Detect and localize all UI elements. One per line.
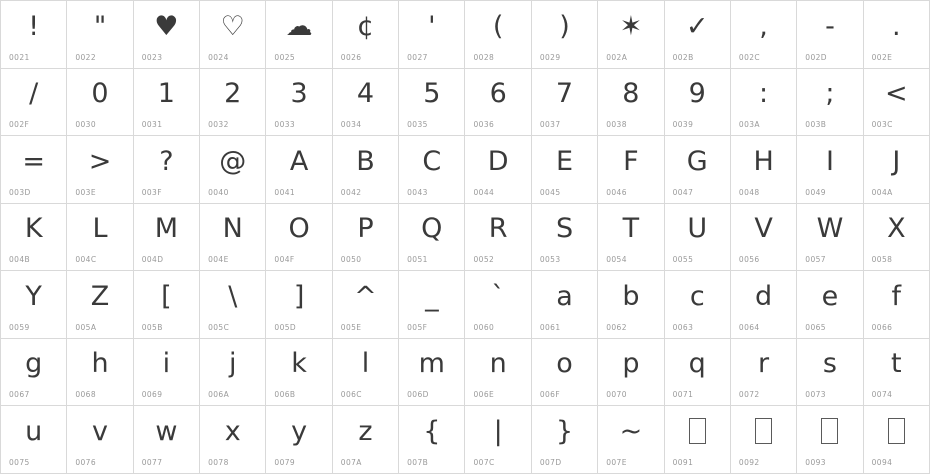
glyph-codepoint: 0066 [871, 322, 893, 332]
glyph-cell[interactable] [598, 339, 664, 407]
glyph-character: w [155, 415, 178, 447]
glyph-codepoint: 003B [805, 120, 827, 129]
glyph-codepoint: 002C [738, 52, 761, 62]
glyph-cell[interactable] [864, 69, 930, 137]
glyph-character: ; [825, 78, 835, 109]
glyph-codepoint: 0094 [871, 457, 893, 467]
glyph-character: S [555, 213, 574, 244]
glyph-cell[interactable] [67, 204, 133, 272]
glyph-cell[interactable] [797, 204, 863, 272]
glyph-character: k [291, 348, 307, 379]
glyph-character: { [423, 415, 441, 447]
glyph-codepoint: 005A [75, 322, 97, 332]
glyph-cell[interactable] [532, 204, 598, 272]
glyph-codepoint: 0060 [473, 322, 495, 332]
glyph-cell[interactable] [465, 204, 531, 272]
glyph-character: M [154, 213, 179, 244]
glyph-cell[interactable] [134, 69, 200, 137]
glyph-character: K [24, 213, 43, 244]
glyph-cell[interactable] [731, 69, 797, 137]
glyph-codepoint: 0053 [539, 255, 561, 264]
glyph-codepoint: 005B [141, 322, 163, 332]
glyph-codepoint: 007A [340, 457, 362, 467]
glyph-codepoint: 0038 [606, 120, 627, 129]
glyph-codepoint: 005D [274, 322, 297, 332]
glyph-character: 9 [688, 78, 706, 109]
glyph-codepoint: 0062 [606, 322, 627, 332]
glyph-character: f [891, 280, 902, 312]
glyph-cell[interactable] [797, 1, 863, 69]
glyph-cell[interactable] [266, 339, 332, 407]
glyph-character: P [357, 213, 374, 244]
glyph-codepoint: 0070 [606, 390, 627, 399]
glyph-character: Y [25, 280, 42, 312]
glyph-character [864, 410, 929, 452]
glyph-cell[interactable] [864, 339, 930, 407]
glyph-codepoint: 0073 [805, 390, 826, 399]
glyph-cell[interactable] [333, 204, 399, 272]
glyph-codepoint: 0036 [473, 120, 495, 129]
glyph-cell[interactable] [333, 69, 399, 137]
glyph-cell[interactable] [200, 1, 266, 69]
glyph-character: ^ [354, 280, 377, 312]
glyph-codepoint: 0052 [473, 255, 495, 264]
glyph-cell[interactable] [465, 1, 531, 69]
glyph-character: Z [90, 280, 110, 312]
glyph-codepoint: 0041 [274, 187, 296, 197]
glyph-codepoint: 0043 [407, 187, 428, 197]
glyph-character: z [358, 415, 373, 447]
glyph-character: m [418, 348, 445, 379]
glyph-cell[interactable] [532, 136, 598, 204]
glyph-character: 0 [91, 78, 109, 109]
glyph-character: / [29, 78, 39, 109]
glyph-character: E [555, 145, 574, 177]
glyph-cell[interactable] [731, 339, 797, 407]
glyph-character: 4 [356, 78, 375, 109]
glyph-character: e [821, 280, 839, 312]
glyph-cell[interactable] [532, 339, 598, 407]
glyph-cell[interactable] [67, 69, 133, 137]
glyph-codepoint: 006B [274, 390, 296, 399]
glyph-character: U [687, 213, 708, 244]
glyph-character: C [422, 145, 442, 177]
glyph-character: l [361, 348, 370, 379]
glyph-character: ! [28, 10, 40, 42]
glyph-codepoint: 0056 [738, 255, 760, 264]
glyph-cell[interactable] [134, 339, 200, 407]
glyph-cell[interactable] [465, 339, 531, 407]
glyph-character: a [556, 280, 573, 312]
glyph-codepoint: 0049 [805, 187, 826, 197]
glyph-cell[interactable] [1, 271, 67, 339]
glyph-cell[interactable] [665, 136, 731, 204]
glyph-character: - [825, 10, 835, 42]
glyph-character: 5 [423, 78, 441, 109]
glyph-codepoint: 0031 [141, 120, 163, 129]
glyph-codepoint: 0054 [606, 255, 627, 264]
glyph-character: . [892, 10, 901, 42]
glyph-cell[interactable] [532, 69, 598, 137]
notdef-box-icon [755, 418, 772, 444]
glyph-character: D [487, 145, 509, 177]
glyph-codepoint: 0025 [274, 52, 296, 62]
glyph-cell[interactable] [134, 1, 200, 69]
glyph-character: G [686, 145, 708, 177]
glyph-codepoint: 0069 [141, 390, 163, 399]
glyph-codepoint: 0030 [75, 120, 97, 129]
glyph-codepoint: 003D [9, 187, 31, 197]
notdef-box-icon [821, 418, 838, 444]
glyph-codepoint: 0064 [738, 322, 760, 332]
glyph-codepoint: 0039 [672, 120, 694, 129]
glyph-cell[interactable] [399, 1, 465, 69]
glyph-character: ( [492, 10, 504, 42]
glyph-character: R [488, 213, 508, 244]
glyph-character: v [92, 415, 109, 447]
glyph-character: N [222, 213, 243, 244]
glyph-character: } [555, 415, 574, 447]
glyph-cell[interactable] [598, 1, 664, 69]
glyph-cell[interactable] [465, 69, 531, 137]
glyph-character: [ [161, 280, 172, 312]
glyph-codepoint: 003E [75, 187, 96, 197]
glyph-codepoint: 007D [539, 457, 562, 467]
glyph-codepoint: 0042 [340, 187, 362, 197]
glyph-character [665, 410, 730, 452]
glyph-codepoint: 0078 [208, 457, 229, 467]
glyph-cell[interactable] [532, 1, 598, 69]
glyph-cell[interactable] [266, 271, 332, 339]
glyph-codepoint: 0063 [672, 322, 694, 332]
glyph-codepoint: 0057 [805, 255, 826, 264]
glyph-codepoint: 006F [539, 390, 561, 399]
glyph-cell[interactable] [333, 136, 399, 204]
glyph-cell[interactable] [797, 339, 863, 407]
glyph-codepoint: 0046 [606, 187, 627, 197]
glyph-cell[interactable] [134, 271, 200, 339]
glyph-cell[interactable] [665, 271, 731, 339]
glyph-character: x [224, 415, 241, 447]
glyph-cell[interactable] [67, 1, 133, 69]
glyph-codepoint: 0023 [141, 52, 163, 62]
glyph-cell[interactable] [465, 136, 531, 204]
glyph-codepoint: 0065 [805, 322, 826, 332]
glyph-cell[interactable] [864, 271, 930, 339]
glyph-cell[interactable] [134, 204, 200, 272]
glyph-cell[interactable] [797, 136, 863, 204]
glyph-codepoint: 0037 [539, 120, 561, 129]
glyph-character: i [162, 348, 171, 379]
glyph-codepoint: 004C [75, 255, 97, 264]
glyph-character: n [489, 348, 507, 379]
glyph-codepoint: 0029 [539, 52, 561, 62]
glyph-cell[interactable] [333, 406, 399, 474]
glyph-character: d [755, 280, 773, 312]
glyph-character: @ [219, 145, 247, 177]
glyph-cell[interactable] [1, 1, 67, 69]
glyph-character: \ [228, 280, 238, 312]
glyph-codepoint: 0068 [75, 390, 97, 399]
glyph-cell[interactable] [598, 136, 664, 204]
glyph-character: ? [159, 145, 174, 177]
glyph-cell[interactable] [266, 1, 332, 69]
glyph-codepoint: 0077 [141, 457, 163, 467]
glyph-codepoint: 0034 [340, 120, 362, 129]
glyph-character: q [688, 348, 706, 379]
glyph-character: u [25, 415, 43, 447]
glyph-cell[interactable] [598, 271, 664, 339]
glyph-cell[interactable] [731, 136, 797, 204]
glyph-codepoint: 005F [407, 322, 428, 332]
glyph-codepoint: 0026 [340, 52, 362, 62]
glyph-cell[interactable] [67, 136, 133, 204]
glyph-character: r [758, 348, 770, 379]
glyph-cell[interactable] [67, 339, 133, 407]
glyph-character: 2 [224, 78, 242, 109]
glyph-codepoint: 0071 [672, 390, 694, 399]
glyph-codepoint: 004A [871, 187, 893, 197]
glyph-character: : [759, 78, 769, 109]
glyph-character: I [825, 145, 834, 177]
glyph-cell[interactable] [333, 271, 399, 339]
glyph-character: > [88, 145, 112, 177]
glyph-codepoint: 0033 [274, 120, 296, 129]
glyph-codepoint: 0028 [473, 52, 495, 62]
glyph-cell[interactable] [333, 339, 399, 407]
glyph-character: ✶ [619, 10, 643, 42]
glyph-character: s [822, 348, 837, 379]
glyph-codepoint: 0075 [9, 457, 30, 467]
glyph-codepoint: 002B [672, 52, 694, 62]
glyph-cell[interactable] [731, 204, 797, 272]
glyph-codepoint: 002F [9, 120, 30, 129]
glyph-character: ] [293, 280, 305, 312]
glyph-codepoint: 003F [141, 187, 162, 197]
glyph-cell[interactable] [465, 271, 531, 339]
glyph-character: , [759, 10, 768, 42]
glyph-cell[interactable] [67, 271, 133, 339]
glyph-cell[interactable] [399, 406, 465, 474]
glyph-cell[interactable] [134, 406, 200, 474]
glyph-character: Q [421, 213, 443, 244]
glyph-codepoint: 0021 [9, 52, 30, 62]
glyph-cell[interactable] [399, 204, 465, 272]
glyph-character: A [289, 145, 309, 177]
glyph-cell[interactable] [1, 406, 67, 474]
notdef-box-icon [689, 418, 706, 444]
glyph-character: c [689, 280, 705, 312]
glyph-character: < [885, 78, 908, 109]
glyph-codepoint: 0024 [208, 52, 229, 62]
glyph-codepoint: 0076 [75, 457, 97, 467]
glyph-character: ~ [619, 415, 643, 447]
glyph-character: X [887, 213, 906, 244]
glyph-cell[interactable] [67, 406, 133, 474]
glyph-cell[interactable] [134, 136, 200, 204]
glyph-codepoint: 0027 [407, 52, 428, 62]
glyph-character: J [892, 145, 901, 177]
glyph-cell[interactable] [333, 1, 399, 69]
glyph-character: ' [428, 10, 436, 42]
glyph-cell[interactable] [465, 406, 531, 474]
glyph-character: F [623, 145, 639, 177]
glyph-cell[interactable] [864, 204, 930, 272]
glyph-cell[interactable] [1, 136, 67, 204]
glyph-codepoint: 0059 [9, 322, 30, 332]
glyph-character: ` [491, 280, 505, 312]
glyph-cell[interactable] [399, 339, 465, 407]
glyph-cell[interactable] [399, 271, 465, 339]
glyph-character: | [493, 415, 503, 447]
glyph-cell[interactable] [731, 271, 797, 339]
glyph-codepoint: 006C [340, 390, 362, 399]
glyph-cell[interactable] [864, 406, 930, 474]
glyph-cell[interactable] [797, 271, 863, 339]
glyph-character: B [356, 145, 375, 177]
glyph-codepoint: 0035 [407, 120, 428, 129]
glyph-codepoint: 006E [473, 390, 495, 399]
glyph-character: 3 [290, 78, 308, 109]
glyph-codepoint: 0022 [75, 52, 97, 62]
glyph-cell[interactable] [200, 69, 266, 137]
glyph-codepoint: 002D [805, 52, 827, 62]
glyph-codepoint: 0044 [473, 187, 495, 197]
glyph-cell[interactable] [399, 69, 465, 137]
glyph-cell[interactable] [598, 406, 664, 474]
glyph-cell[interactable] [731, 1, 797, 69]
glyph-cell[interactable] [200, 271, 266, 339]
glyph-character [731, 410, 796, 452]
glyph-character: = [22, 145, 45, 177]
glyph-cell[interactable] [731, 406, 797, 474]
glyph-character: 6 [489, 78, 507, 109]
glyph-codepoint: 0067 [9, 390, 30, 399]
glyph-character: 1 [157, 78, 175, 109]
glyph-cell[interactable] [1, 204, 67, 272]
glyph-character: ¢ [356, 10, 375, 42]
glyph-cell[interactable] [1, 69, 67, 137]
glyph-cell[interactable] [797, 69, 863, 137]
glyph-character: H [753, 145, 774, 177]
glyph-cell[interactable] [598, 204, 664, 272]
glyph-codepoint: 006A [208, 390, 230, 399]
glyph-cell[interactable] [665, 406, 731, 474]
glyph-cell[interactable] [665, 69, 731, 137]
glyph-codepoint: 003C [871, 120, 893, 129]
glyph-codepoint: 0032 [208, 120, 229, 129]
glyph-codepoint: 007C [473, 457, 495, 467]
glyph-character: 8 [622, 78, 640, 109]
glyph-character: ) [559, 10, 570, 42]
glyph-cell[interactable] [598, 69, 664, 137]
notdef-box-icon [888, 418, 905, 444]
glyph-codepoint: 0074 [871, 390, 893, 399]
glyph-character: L [92, 213, 108, 244]
glyph-codepoint: 005E [340, 322, 362, 332]
glyph-codepoint: 0093 [805, 457, 826, 467]
glyph-character: ♥ [154, 10, 179, 42]
glyph-codepoint: 0040 [208, 187, 229, 197]
glyph-character: O [288, 213, 310, 244]
glyph-codepoint: 0050 [340, 255, 362, 264]
glyph-codepoint: 0047 [672, 187, 694, 197]
glyph-codepoint: 0079 [274, 457, 296, 467]
glyph-codepoint: 004B [9, 255, 31, 264]
glyph-cell[interactable] [864, 136, 930, 204]
glyph-codepoint: 0055 [672, 255, 694, 264]
glyph-codepoint: 006D [407, 390, 429, 399]
glyph-character: " [93, 10, 107, 42]
glyph-codepoint: 0061 [539, 322, 561, 332]
glyph-cell[interactable] [266, 69, 332, 137]
glyph-character: p [622, 348, 640, 379]
glyph-codepoint: 0045 [539, 187, 561, 197]
glyph-cell[interactable] [665, 204, 731, 272]
glyph-cell[interactable] [266, 204, 332, 272]
glyph-cell[interactable] [665, 339, 731, 407]
glyph-codepoint: 0048 [738, 187, 760, 197]
glyph-codepoint: 002E [871, 52, 893, 62]
glyph-codepoint: 0072 [738, 390, 760, 399]
glyph-character: _ [425, 280, 439, 312]
glyph-cell[interactable] [1, 339, 67, 407]
glyph-character: ♡ [220, 10, 245, 42]
glyph-cell[interactable] [665, 1, 731, 69]
glyph-character: W [816, 213, 844, 244]
glyph-codepoint: 0092 [738, 457, 760, 467]
glyph-codepoint: 0091 [672, 457, 694, 467]
glyph-character: 7 [555, 78, 574, 109]
glyph-character [797, 410, 862, 452]
glyph-codepoint: 004D [141, 255, 164, 264]
glyph-character: b [622, 280, 640, 312]
glyph-cell[interactable] [864, 1, 930, 69]
glyph-character: j [228, 348, 237, 379]
glyph-codepoint: 004F [274, 255, 295, 264]
glyph-character: o [556, 348, 573, 379]
glyph-cell[interactable] [399, 136, 465, 204]
glyph-character: ☁ [285, 10, 313, 42]
glyph-character: h [91, 348, 109, 379]
glyph-character: T [622, 213, 640, 244]
glyph-cell[interactable] [532, 271, 598, 339]
glyph-cell[interactable] [266, 136, 332, 204]
glyph-codepoint: 003A [738, 120, 760, 129]
glyph-codepoint: 0051 [407, 255, 428, 264]
glyph-character: ✓ [685, 10, 709, 42]
glyph-cell[interactable] [200, 204, 266, 272]
glyph-codepoint: 0058 [871, 255, 893, 264]
glyph-character: g [25, 348, 43, 379]
glyph-character: t [891, 348, 902, 379]
glyph-codepoint: 005C [208, 322, 230, 332]
glyph-codepoint: 007E [606, 457, 627, 467]
glyph-character: V [754, 213, 773, 244]
glyph-cell[interactable] [532, 406, 598, 474]
glyph-codepoint: 002A [606, 52, 628, 62]
glyph-cell[interactable] [200, 136, 266, 204]
glyph-codepoint: 007B [407, 457, 429, 467]
glyph-character: y [291, 415, 308, 447]
glyph-cell[interactable] [797, 406, 863, 474]
glyph-codepoint: 004E [208, 255, 229, 264]
glyph-cell[interactable] [200, 406, 266, 474]
glyph-cell[interactable] [200, 339, 266, 407]
glyph-cell[interactable] [266, 406, 332, 474]
